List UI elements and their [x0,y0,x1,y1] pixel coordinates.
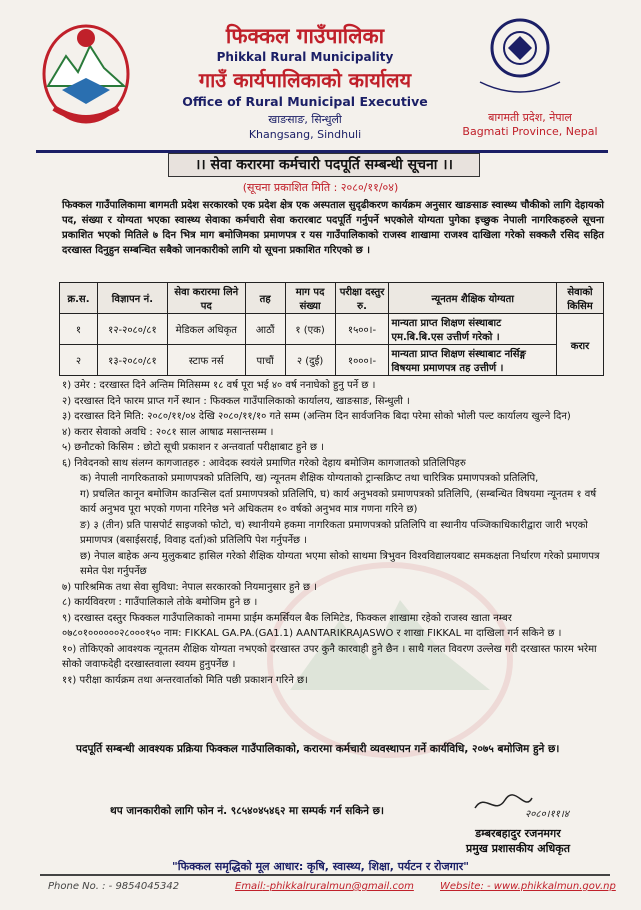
cell-sn: १ [60,314,98,345]
col-header: सेवा करारमा लिने पद [167,283,245,314]
signatory-title: प्रमुख प्रशासकीय अधिकृत [466,842,570,855]
list-subitem: ङ) ३ (तीन) प्रति पासपोर्ट साइजको फोटो, च) स्थानीयमे हकमा नागरिकता प्रमाणपत्रको प्रतिलिपि वा स्थानीय पञ्जिकाधिकारीद्वारा जारी भएको प्रमाणपत्र (बसाईसराई, विवाह दर्ता)को प्रतिलिपि पेश गर्नुपर्नेछ । [80,519,588,546]
list-item: ४) करार सेवाको अवधि : २०८१ साल आषाढ मसान्तसम्म । [62,426,274,438]
table-row [60,345,604,376]
col-header: क्र.स. [60,283,98,314]
list-item: १) उमेर : दरखास्त दिने अन्तिम मितिसम्म १८ वर्ष पूरा भई ४० वर्ष ननाघेको हुनु पर्ने छ । [62,380,376,391]
cell-level: पाचौं [245,345,285,376]
list-item: २) दरखास्त दिने फारम प्राप्त गर्ने स्थान : फिक्कल गाउँपालिकाको कार्यालय, खाङसाङ, सिन्धुली । [62,395,410,407]
signatory-name: डम्बरबहादुर रजनमगर [475,827,561,840]
office-seal-icon [470,10,570,105]
list-item: ८) कार्यविवरण : गाउँपालिकाले तोके बमोजिम हुने छ । [62,597,258,608]
signatory [438,826,598,856]
col-header: सेवाको किसिम [557,283,604,314]
col-header: तह [245,283,285,314]
list-item: १०) तोकिएको आवश्यक न्यूनतम शैक्षिक योग्यता नभएको दरखास्त उपर कुनै कारवाही हुने छैन । साथै गलत विवरण उल्लेख गरी दरखास्त फारम भरेमा सोको जवाफदेही दरखास्तवाला स्वयम हुनुपर्नेछ । [62,643,597,670]
list-subitem: छ) नेपाल बाहेक अन्य मुलुकबाट हासिल गरेको शैक्षिक योग्यता भएमा सोको साथमा त्रिभुवन विश्वविद्यालयबाट समकक्षता निर्धारण गरेको प्रमाणपत्र समेत पेश गर्नुपर्नेछ [80,550,600,577]
col-header: माग पद संख्या [285,283,335,314]
place-np: खाङसाङ, सिन्धुली [268,113,342,126]
col-header: विज्ञापन नं. [97,283,167,314]
cell-qual: मान्यता प्राप्त शिक्षण संस्थाबाट एम.बि.बि.एस उत्तीर्ण गरेको । [389,314,557,345]
email-link[interactable]: :-phikkalruralmun@gmail.com [262,881,414,892]
notice-title: ।। सेवा करारमा कर्मचारी पदपूर्ति सम्बन्धी सूचना ।। [168,153,480,177]
municipality-title-en: Phikkal Rural Municipality [216,50,394,64]
cell-sn: २ [60,345,98,376]
list-item: ११) परीक्षा कार्यक्रम तथा अन्तरवार्ताको मिति पछी प्रकाशन गरिने छ। [62,674,308,686]
footer-email[interactable] [235,881,414,892]
contact-line: थप जानकारीको लागि फोन नं. ९८५४०४५४६२ मा सम्पर्क गर्न सकिने छ। [110,805,384,817]
conditions-list [62,378,607,688]
cell-post: स्टाफ नर्स [167,345,245,376]
list-subitem: ग) प्रचलित कानून बमोजिम काउन्सिल दर्ता प्रमाणपत्रको प्रतिलिपि, घ) कार्य अनुभवको प्रमाणपत्रको प्रतिलिपि, (सम्बन्धित विषयमा न्यूनतम १ वर्ष कार्य अनुभव पूरा भएको गणना गरिनेछ भने अधिकतम १० वर्षको अनुभव मात्र गणना गरिने छ) [80,488,597,515]
table-header-row [60,283,604,314]
list-item: ९) दरखास्त दस्तुर फिक्कल गाउँपालिकाको नाममा प्राईम कमर्सियल बैक लिमिटेड, फिक्कल शाखामा रहेको राजस्व खाता नम्बर ०७८०१००००००२८०००१५० नाम: FIKKAL GA.PA.(GA1.1) AANTARIKRAJASWO र शाखा FIKKAL मा दाखिला गर्न सकिने छ । [62,612,562,639]
cell-fee: १०००।- [335,345,389,376]
province-np: बागमती प्रदेश, नेपाल [488,111,572,124]
col-header: न्यूनतम शैक्षिक योग्यता [389,283,557,314]
office-title-np: गाउँ कार्यपालिकाको कार्यालय [198,68,412,92]
table-row [60,314,604,345]
province-en: Bagmati Province, Nepal [462,125,598,138]
website-label: Website [440,881,481,892]
cell-level: आठौं [245,314,285,345]
list-item: ६) निवेदनको साथ संलग्न कागजातहरु : आवेदक स्वयंले प्रमाणित गरेको देहाय बमोजिम कागजातको प्रतिलिपिहरु [62,457,466,469]
footer-divider [40,874,610,876]
email-label: Email [235,881,263,892]
list-item: ५) छनौटको किसिम : छोटो सूची प्रकाशन र अन्तवार्ता परीक्षाबाट हुने छ । [62,442,324,453]
list-subitem: क) नेपाली नागरिकताको प्रमाणपत्रको प्रतिलिपि, ख) न्यूनतम शैक्षिक योग्यताको ट्रान्सक्रिप्ट तथा चारित्रिक प्रमाणपत्रको प्रतिलिपि, [80,473,539,484]
office-title-en: Office of Rural Municipal Executive [182,94,428,109]
list-item: ७) पारिश्रमिक तथा सेवा सुविधा: नेपाल सरकारको नियमानुसार हुने छ । [62,581,318,593]
col-header: परीक्षा दस्तुर रु. [335,283,389,314]
cell-service-type: करार [557,314,604,376]
cell-adv: १२-२०८०/८१ [97,314,167,345]
municipality-title-np: फिक्कल गाउँपालिका [225,24,385,48]
place-en: Khangsang, Sindhuli [248,128,362,141]
cell-qual: मान्यता प्राप्त शिक्षण संस्थाबाट नर्सिङ्ग विषयमा प्रमाणपत्र तह उत्तीर्ण । [389,345,557,376]
cell-count: २ (दुई) [285,345,335,376]
notice-intro: फिक्कल गाउँपालिकामा बागमती प्रदेश सरकारको एक प्रदेश क्षेत्र एक अस्पताल सुदृढीकरण कार्यक्रम अनुसार खाङसाङ स्वास्थ्य चौकीको लागि देहायको पद, संख्या र योग्यता भएका स्वास्थ्य सेवाका कर्मचारी सेवा करारबाट पदपूर्ति गर्नुपर्ने भएकोले योग्यता पुगेका इच्छुक नेपाली नागरिकहरुले सूचना प्रकाशित भएको मितिले ७ दिन भित्र माग बमोजिमका प्रमाणपत्र र यस गाउँपालिकाको राजस्व शाखामा राजश्व दाखिला गरेको सक्कलै रसिद सहित दरखास्त दिनुहुन सम्बन्धित सबैको जानकारीको लागि यो सूचना प्रकाशित गरिएको छ । [62,200,604,256]
nepal-emblem-icon [40,16,132,128]
cell-post: मेडिकल अधिकृत [167,314,245,345]
closing-paragraph: पदपूर्ति सम्बन्धी आवश्यक प्रक्रिया फिक्कल गाउँपालिकाको, करारमा कर्मचारी व्यवस्थापन गर्ने कार्यविधि, २०७५ बमोजिम हुने छ। [76,743,560,755]
footer-website[interactable] [440,881,616,892]
vacancy-table [59,282,604,376]
footer-phone: Phone No. : - 9854045342 [48,881,180,892]
publish-date: (सूचना प्रकाशित मिति : २०८०/११/०४) [242,181,399,194]
cell-adv: १३-२०८०/८१ [97,345,167,376]
footer-motto: "फिक्कल समृद्धिको मूल आधार: कृषि, स्वास्थ्य, शिक्षा, पर्यटन र रोजगार" [172,860,469,873]
website-link[interactable]: : - www.phikkalmun.gov.np [480,881,616,892]
cell-fee: १५००।- [335,314,389,345]
signature-date: २०८०।११।४ [525,809,569,820]
cell-count: १ (एक) [285,314,335,345]
list-item: ३) दरखास्त दिने मिति: २०८०/११/०४ देखि २०८०/११/१० गते सम्म (अन्तिम दिन सार्वजनिक बिदा परेमा सोको भोली पल्ट कार्यालय खुल्ने दिन) [62,411,571,422]
